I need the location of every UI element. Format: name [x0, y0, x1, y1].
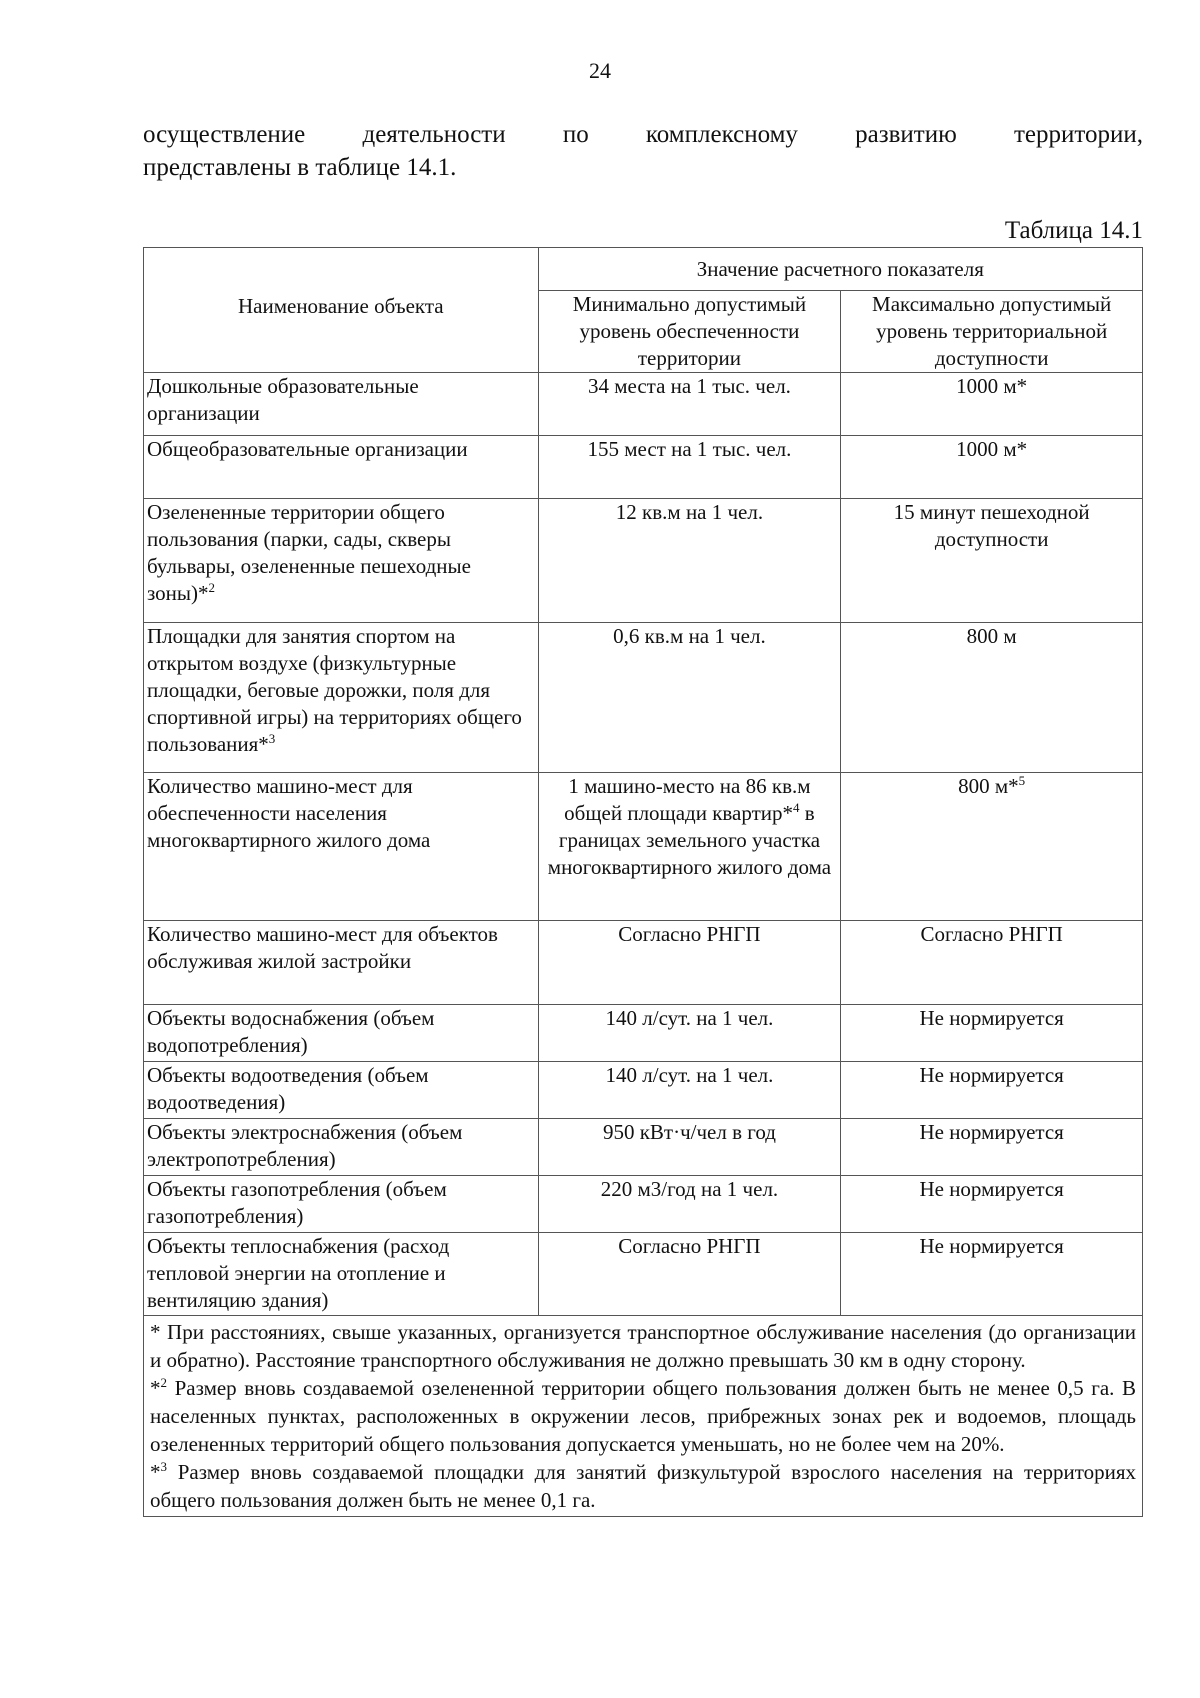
row-max-level: 800 м	[841, 623, 1143, 773]
page-number: 24	[589, 58, 611, 83]
row-min-level: Согласно РНГП	[538, 1233, 841, 1316]
table-footnotes	[144, 1316, 1143, 1517]
row-object-name: Объекты электроснабжения (объем электропотребления)	[144, 1119, 539, 1176]
row-max-level: Не нормируется	[841, 1233, 1143, 1316]
row-max-level: Не нормируется	[841, 1062, 1143, 1119]
table-row	[144, 373, 1143, 436]
row-object-name: Количество машино-мест для объектов обслуживая жилой застройки	[144, 921, 539, 1005]
row-object-name: Дошкольные образовательные организации	[144, 373, 539, 436]
row-object-name: Объекты газопотребления (объем газопотребления)	[144, 1176, 539, 1233]
table-row	[144, 1005, 1143, 1062]
header-max-level: Максимально допустимый уровень территориальной доступности	[841, 291, 1143, 373]
row-object-name: Объекты водоснабжения (объем водопотребления)	[144, 1005, 539, 1062]
row-object-name: Объекты водоотведения (объем водоотведения)	[144, 1062, 539, 1119]
table-row	[144, 1062, 1143, 1119]
header-object-name: Наименование объекта	[144, 248, 539, 373]
row-min-level: 1 машино-место на 86 кв.м общей площади квартир*$^4$ в границах земельного участка многоквартирного жилого дома	[538, 773, 841, 921]
table-row	[144, 773, 1143, 921]
row-max-level: Не нормируется	[841, 1176, 1143, 1233]
row-min-level: 950 кВт·ч/чел в год	[538, 1119, 841, 1176]
row-object-name: Количество машино-мест для обеспеченности населения многоквартирного жилого дома	[144, 773, 539, 921]
row-max-level: Не нормируется	[841, 1119, 1143, 1176]
row-min-level: 0,6 кв.м на 1 чел.	[538, 623, 841, 773]
row-object-name: Площадки для занятия спортом на открытом воздухе (физкультурные площадки, беговые дорожки, поля для спортивной игры) на территориях общего пользования*$^3$	[144, 623, 539, 773]
intro-line-2: представлены в таблице 14.1.	[143, 154, 457, 181]
row-max-level: Не нормируется	[841, 1005, 1143, 1062]
table-row	[144, 499, 1143, 623]
table-row	[144, 436, 1143, 499]
header-indicator-group: Значение расчетного показателя	[538, 248, 1142, 291]
row-min-level: 220 м3/год на 1 чел.	[538, 1176, 841, 1233]
row-object-name: Объекты теплоснабжения (расход тепловой энергии на отопление и вентиляцию здания)	[144, 1233, 539, 1316]
footnote: * При расстояниях, свыше указанных, организуется транспортное обслуживание населения (до организации и обратно). Расстояние транспортного обслуживания не должно превышать 30 км в одну сторону.	[150, 1320, 1136, 1372]
footnote: *$^3$ Размер вновь создаваемой площадки для занятий физкультурой взрослого населения на территориях общего пользования должен быть не менее 0,1 га.	[150, 1459, 1136, 1512]
row-min-level: 34 места на 1 тыс. чел.	[538, 373, 841, 436]
row-object-name: Общеобразовательные организации	[144, 436, 539, 499]
row-max-level: Согласно РНГП	[841, 921, 1143, 1005]
row-min-level: 140 л/сут. на 1 чел.	[538, 1005, 841, 1062]
intro-paragraph	[143, 118, 1143, 184]
row-max-level: 1000 м*	[841, 373, 1143, 436]
row-max-level: 15 минут пешеходной доступности	[841, 499, 1143, 623]
table-row	[144, 1176, 1143, 1233]
table-row	[144, 623, 1143, 773]
table-row	[144, 921, 1143, 1005]
row-max-level: 800 м*$^5$	[841, 773, 1143, 921]
table-caption: Таблица 14.1	[1004, 217, 1143, 244]
indicator-table	[143, 247, 1143, 1517]
row-min-level: 12 кв.м на 1 чел.	[538, 499, 841, 623]
row-max-level: 1000 м*	[841, 436, 1143, 499]
row-min-level: 140 л/сут. на 1 чел.	[538, 1062, 841, 1119]
row-min-level: 155 мест на 1 тыс. чел.	[538, 436, 841, 499]
intro-line-1: осуществление деятельности по комплексному развитию территории,	[143, 121, 1143, 148]
row-min-level: Согласно РНГП	[538, 921, 841, 1005]
table-row	[144, 1233, 1143, 1316]
row-object-name: Озелененные территории общего пользования (парки, сады, скверы бульвары, озелененные пешеходные зоны)*$^2$	[144, 499, 539, 623]
table-row	[144, 1119, 1143, 1176]
footnote: *$^2$ Размер вновь создаваемой озелененной территории общего пользования должен быть не менее 0,5 га. В населенных пунктах, расположенных в окружении лесов, прибрежных зонах рек и водоемов, площадь озелененных территорий общего пользования допускается уменьшать, но не более чем на 20%.	[150, 1375, 1136, 1456]
header-min-level: Минимально допустимый уровень обеспеченности территории	[538, 291, 841, 373]
